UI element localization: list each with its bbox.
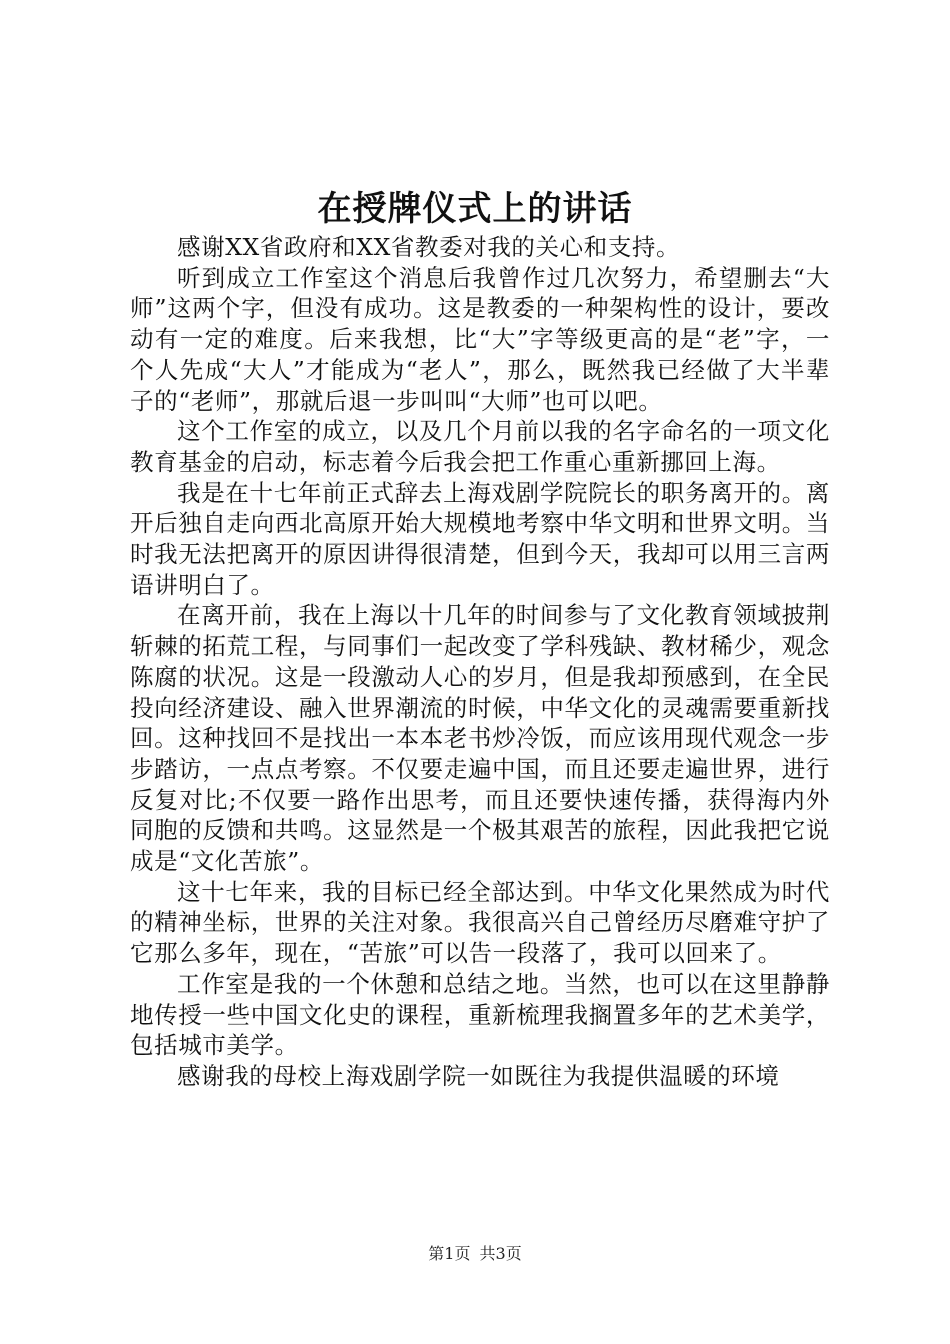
paragraph: 这个工作室的成立，以及几个月前以我的名字命名的一项文化教育基金的启动，标志着今后我会把工作重心重新挪回上海。: [130, 417, 830, 476]
paragraph: 这十七年来，我的目标已经全部达到。中华文化果然成为时代的精神坐标，世界的关注对象。我很高兴自己曾经历尽磨难守护了它那么多年，现在，“苦旅”可以告一段落了，我可以回来了。: [130, 877, 830, 968]
paragraph: 听到成立工作室这个消息后我曾作过几次努力，希望删去“大师”这两个字，但没有成功。这是教委的一种架构性的设计，要改动有一定的难度。后来我想，比“大”字等级更高的是“老”字，一个人先成“大人”才能成为“老人”，那么，既然我已经做了大半辈子的“老师”，那就后退一步叫叫“大师”也可以吧。: [130, 263, 830, 415]
paragraph: 我是在十七年前正式辞去上海戏剧学院院长的职务离开的。离开后独自走向西北高原开始大规模地考察中华文明和世界文明。当时我无法把离开的原因讲得很清楚，但到今天，我却可以用三言两语讲明白了。: [130, 478, 830, 599]
paragraph: 工作室是我的一个休憩和总结之地。当然，也可以在这里静静地传授一些中国文化史的课程，重新梳理我搁置多年的艺术美学，包括城市美学。: [130, 969, 830, 1060]
page-number: 第1页: [428, 1244, 471, 1263]
page-footer: [0, 1244, 950, 1264]
paragraph: 在离开前，我在上海以十几年的时间参与了文化教育领域披荆斩棘的拓荒工程，与同事们一起改变了学科残缺、教材稀少，观念陈腐的状况。这是一段激动人心的岁月，但是我却预感到，在全民投向经济建设、融入世界潮流的时候，中华文化的灵魂需要重新找回。这种找回不是找出一本本老书炒冷饭，而应该用现代观念一步步踏访，一点点考察。不仅要走遍中国，而且还要走遍世界，进行反复对比;不仅要一路作出思考，而且还要快速传播，获得海内外同胞的反馈和共鸣。这显然是一个极其艰苦的旅程，因此我把它说成是“文化苦旅”。: [130, 601, 830, 876]
paragraph: 感谢我的母校上海戏剧学院一如既往为我提供温暖的环境: [177, 1061, 780, 1090]
document-title: 在授牌仪式上的讲话: [317, 189, 633, 229]
paragraph: 感谢XX省政府和XX省教委对我的关心和支持。: [177, 233, 681, 261]
page-total: 共3页: [479, 1244, 522, 1263]
document-body: [130, 232, 830, 1092]
